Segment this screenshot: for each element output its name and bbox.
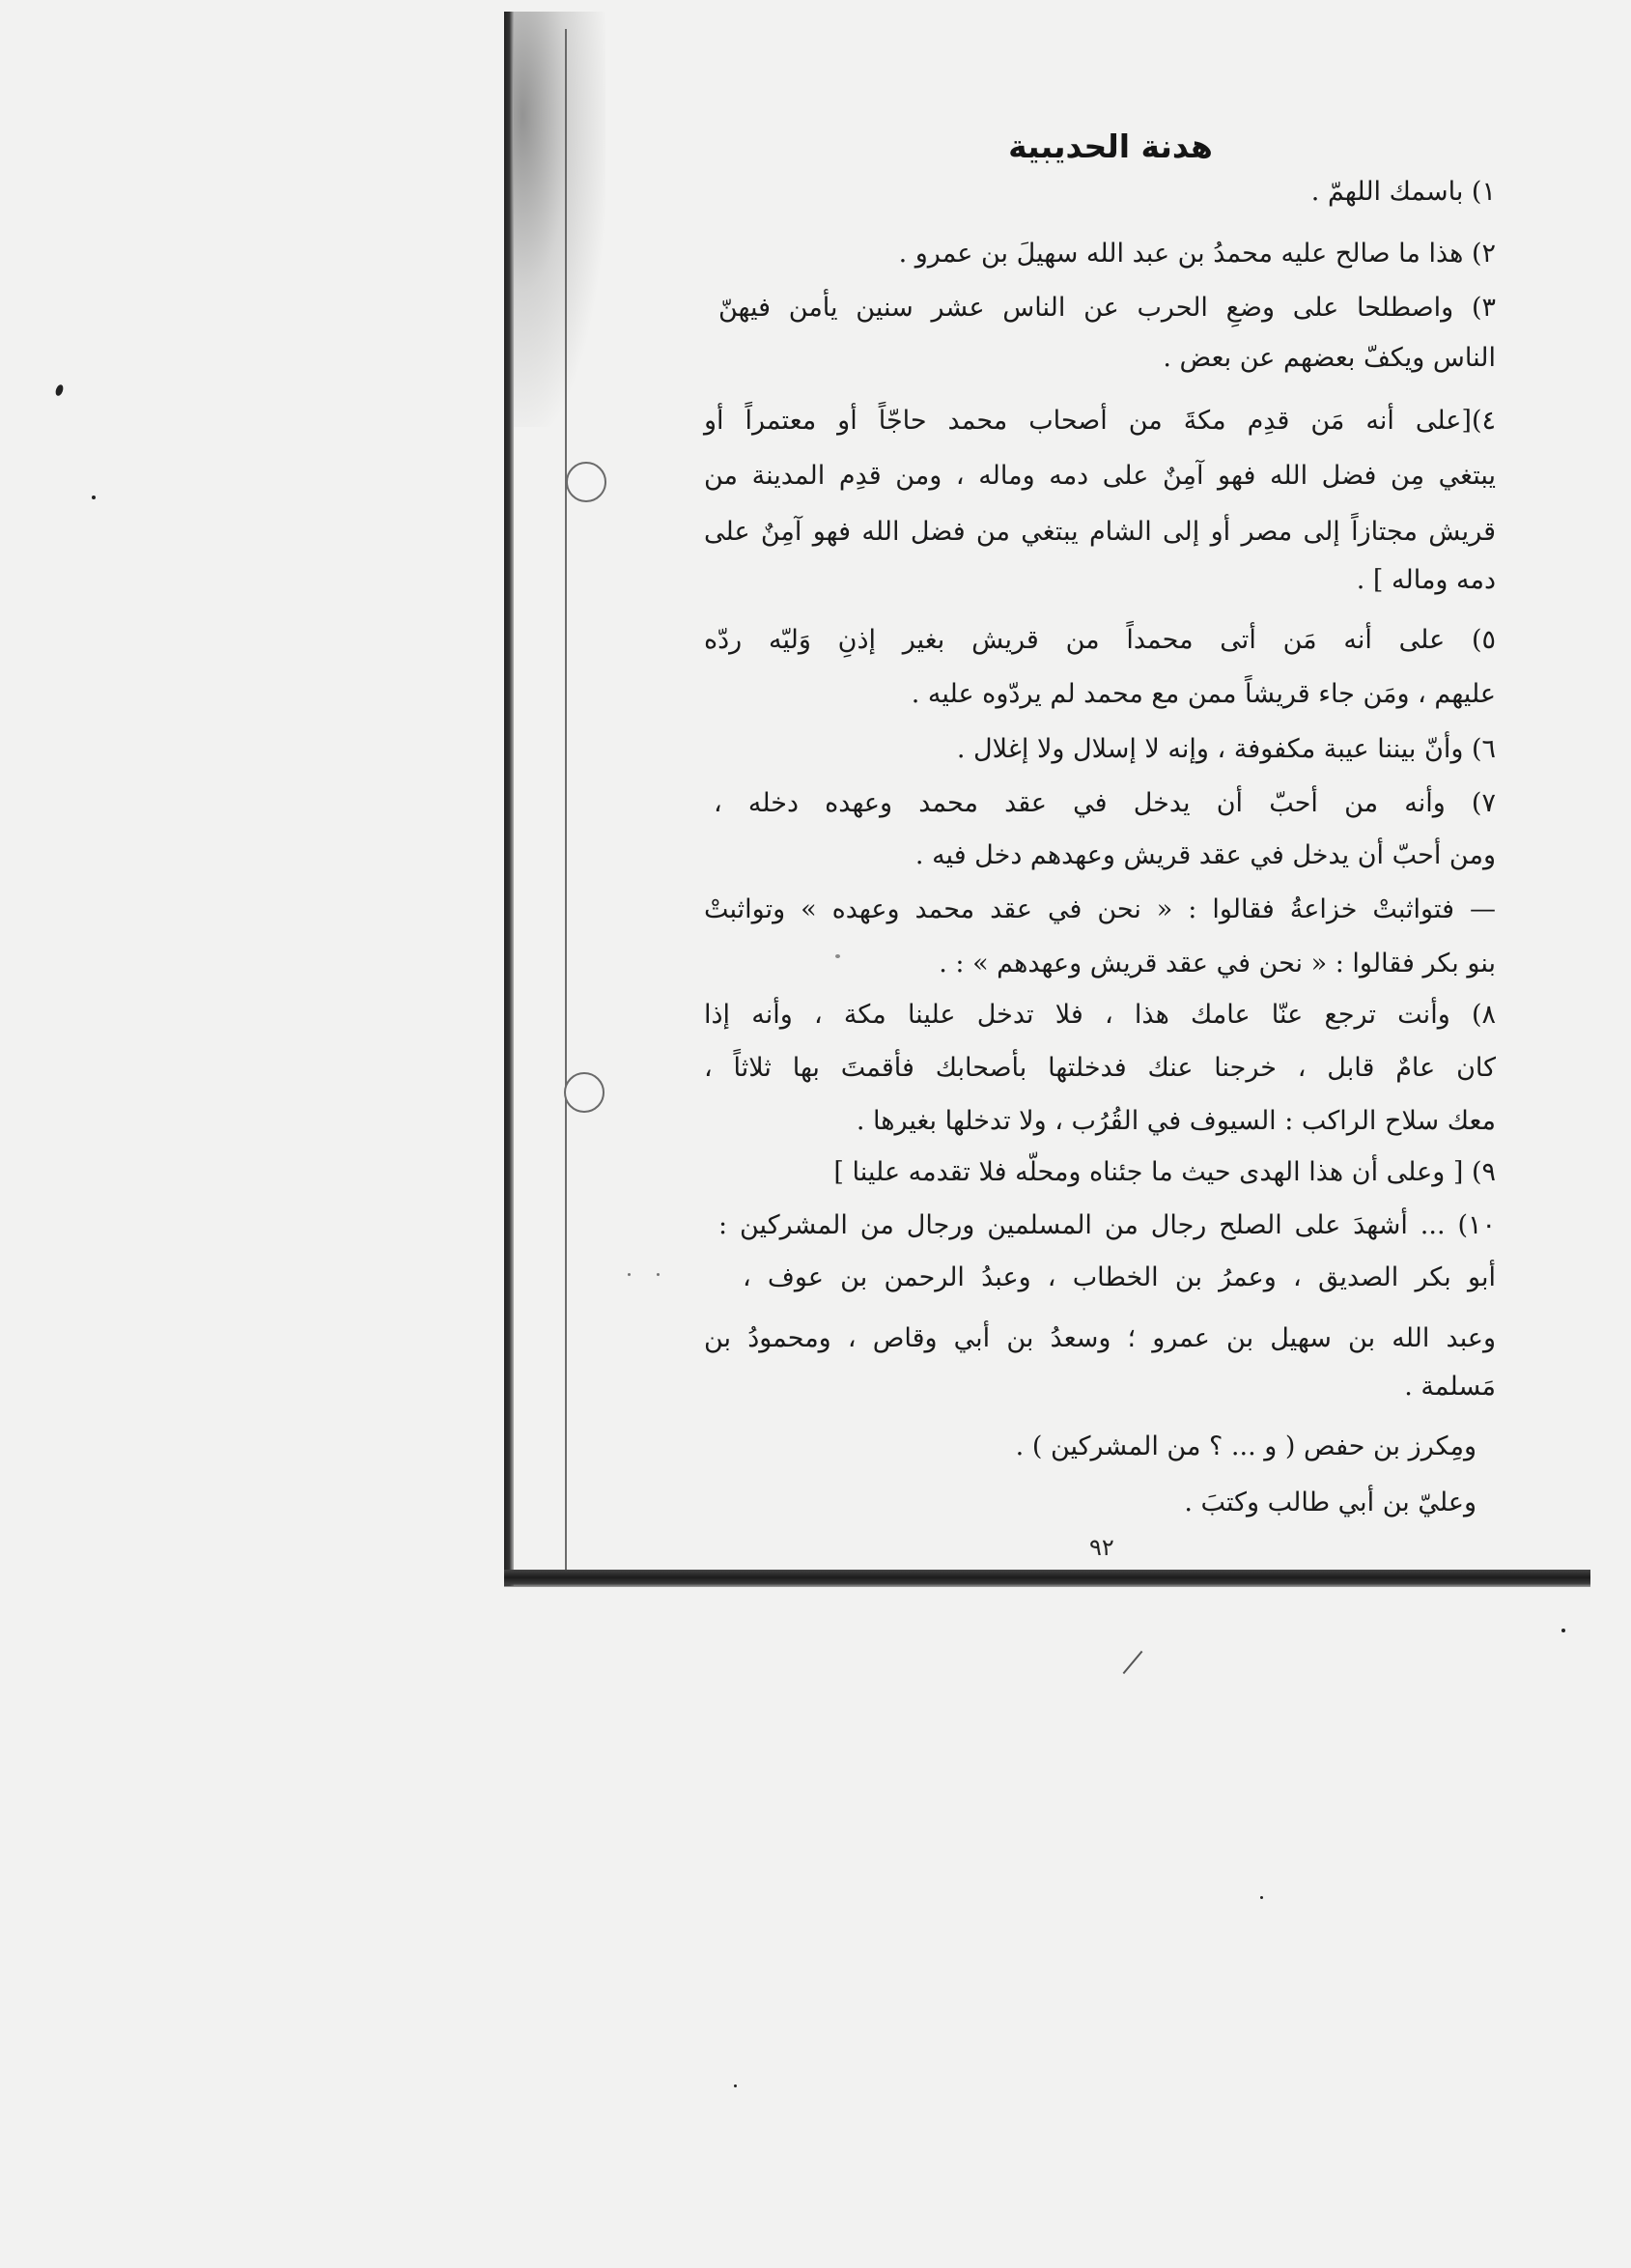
text-line: ٣) واصطلحا على وضعِ الحرب عن الناس عشر سنين يأمن فيهنّ — [718, 293, 1496, 323]
scan-speck — [1561, 1629, 1565, 1632]
text-line: قريش مجتازاً إلى مصر أو إلى الشام يبتغي من فضل الله فهو آمِنٌ على — [704, 517, 1496, 547]
text-line: ٥) على أنه مَن أتى محمداً من قريش بغير إذنِ وَليّه ردّه — [704, 625, 1496, 655]
photocopy-frame-bottom-edge — [504, 1570, 1590, 1587]
text-line: عليهم ، ومَن جاء قريشاً ممن مع محمد لم يردّوه عليه . — [911, 679, 1496, 709]
text-line: يبتغي مِن فضل الله فهو آمِنٌ على دمه وماله ، ومن قدِم المدينة من — [704, 461, 1496, 491]
photocopy-shadow — [514, 12, 605, 427]
text-line: ٦) وأنّ بيننا عيبة مكفوفة ، وإنه لا إسلال ولا إغلال . — [956, 734, 1496, 764]
photocopy-frame-inner-line — [565, 29, 567, 1574]
text-line: ومن أحبّ أن يدخل في عقد قريش وعهدهم دخل فيه . — [914, 840, 1496, 870]
text-line: ١) باسمك اللهمّ . — [1310, 177, 1496, 207]
text-line: ٢) هذا ما صالح عليه محمدُ بن عبد الله سهيلَ بن عمرو . — [898, 239, 1496, 269]
text-line: أبو بكر الصديق ، وعمرُ بن الخطاب ، وعبدُ الرحمن بن عوف ، — [743, 1262, 1496, 1292]
text-line: ١٠) ... أشهدَ على الصلح رجال من المسلمين ورجال من المشركين : — [718, 1210, 1496, 1240]
text-line: الناس ويكفّ بعضهم عن بعض . — [1163, 343, 1496, 373]
scan-speck — [835, 954, 840, 958]
text-line: كان عامٌ قابل ، خرجنا عنك فدخلتها بأصحابك فأقمتَ بها ثلاثاً ، — [704, 1053, 1496, 1083]
document-title: هدنة الحديبية — [1008, 128, 1213, 165]
text-line: بنو بكر فقالوا : « نحن في عقد قريش وعهدهم » : . — [939, 949, 1496, 978]
text-line: وعليّ بن أبي طالب وكتبَ . — [1184, 1488, 1476, 1517]
punch-hole-icon — [564, 1072, 605, 1113]
page-number: ٩٢ — [1089, 1534, 1114, 1561]
photocopy-frame-left-edge — [504, 12, 514, 1586]
scan-speck — [734, 2084, 737, 2087]
scan-speck — [657, 1273, 660, 1276]
text-line: مَسلمة . — [1404, 1372, 1496, 1402]
text-line: ٩) [ وعلى أن هذا الهدى حيث ما جئناه ومحلّه فلا تقدمه علينا ] — [833, 1157, 1496, 1187]
scan-speck — [1260, 1896, 1263, 1899]
text-line: وعبد الله بن سهيل بن عمرو ؛ وسعدُ بن أبي وقاص ، ومحمودُ بن — [704, 1323, 1496, 1353]
text-line: ومِكرز بن حفص ( و ... ؟ من المشركين ) . — [1015, 1432, 1476, 1461]
text-line: — فتواثبتْ خزاعةُ فقالوا : « نحن في عقد محمد وعهده » وتواثبتْ — [704, 894, 1496, 924]
scan-speck — [92, 496, 96, 499]
text-line: ٨) وأنت ترجع عنّا عامك هذا ، فلا تدخل علينا مكة ، وأنه إذا — [704, 1000, 1496, 1030]
text-line: ٤)[على أنه مَن قدِم مكةَ من أصحاب محمد حاجّاً أو معتمراً أو — [704, 406, 1496, 436]
scan-speck — [628, 1273, 631, 1276]
text-line: ٧) وأنه من أحبّ أن يدخل في عقد محمد وعهده دخله ، — [714, 788, 1496, 818]
text-line: دمه وماله ] . — [1356, 565, 1496, 595]
punch-hole-icon — [566, 462, 606, 502]
text-line: معك سلاح الراكب : السيوف في القُرُب ، ولا تدخلها بغيرها . — [856, 1106, 1496, 1136]
